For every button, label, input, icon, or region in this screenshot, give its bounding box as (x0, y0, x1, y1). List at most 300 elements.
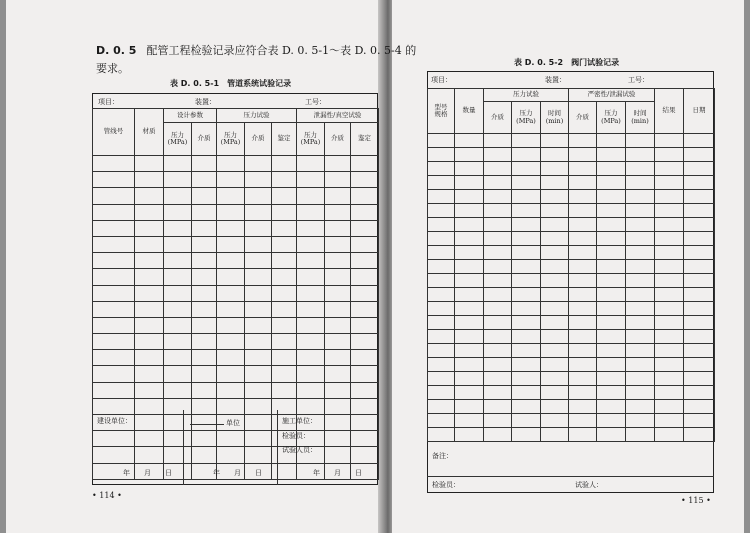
table-cell (297, 188, 325, 204)
table-cell (455, 316, 484, 330)
table-cell (455, 190, 484, 204)
table-cell (297, 350, 325, 366)
table-cell (135, 188, 164, 204)
table-cell (541, 386, 569, 400)
table-cell (192, 301, 217, 317)
clause-text: 配管工程检验记录应符合表 D. 0. 5-1～表 D. 0. 5-4 的 (146, 44, 417, 57)
table-row (428, 204, 715, 218)
table-cell (325, 301, 351, 317)
table-cell (135, 156, 164, 172)
table-cell (245, 204, 272, 220)
table2-job-label: 工号： (628, 76, 649, 84)
table-cell (428, 386, 455, 400)
table-cell (245, 188, 272, 204)
table1-inspector-label: 检验员： (282, 432, 310, 440)
table-row (93, 366, 379, 382)
table-cell (428, 400, 455, 414)
table-cell (217, 156, 245, 172)
table-row (93, 317, 379, 333)
table-cell (135, 382, 164, 398)
table-cell (164, 415, 192, 431)
table-cell (597, 148, 626, 162)
table-cell (272, 463, 297, 479)
table1-test-verify: 鉴定 (272, 123, 297, 156)
table-cell (351, 204, 379, 220)
table-cell (484, 400, 512, 414)
table-cell (135, 301, 164, 317)
table1-col-pipe: 管线号 (93, 109, 135, 156)
table-cell (541, 246, 569, 260)
table-cell (684, 260, 715, 274)
table-cell (351, 301, 379, 317)
table-cell (684, 190, 715, 204)
table-cell (655, 232, 684, 246)
table-row (93, 398, 379, 414)
table1-footer-divider-1 (183, 410, 184, 485)
table-cell (512, 386, 541, 400)
table-cell (626, 414, 655, 428)
table2-pressure-value: 压力 (MPa) (512, 102, 541, 134)
table-cell (484, 288, 512, 302)
table-cell (541, 134, 569, 148)
table-cell (597, 162, 626, 176)
table-cell (541, 162, 569, 176)
table-cell (684, 330, 715, 344)
table-cell (428, 134, 455, 148)
table-cell (512, 302, 541, 316)
table1-leak-pressure: 压力 (MPa) (297, 123, 325, 156)
clause-line-1 (96, 45, 416, 56)
table-cell (655, 260, 684, 274)
table-cell (655, 162, 684, 176)
table2-leak-pressure: 压力 (MPa) (597, 102, 626, 134)
table-cell (297, 382, 325, 398)
table-cell (512, 288, 541, 302)
table-cell (245, 398, 272, 414)
table-row (428, 400, 715, 414)
table-cell (297, 398, 325, 414)
table1-group-design: 设计参数 (164, 109, 217, 123)
table-cell (597, 218, 626, 232)
table-row (93, 431, 379, 447)
table-cell (597, 204, 626, 218)
table-cell (684, 414, 715, 428)
table-row (428, 162, 715, 176)
table-cell (164, 334, 192, 350)
table-cell (272, 366, 297, 382)
table-cell (655, 274, 684, 288)
table-cell (217, 253, 245, 269)
table2-grid (427, 88, 715, 442)
table-cell (217, 269, 245, 285)
table-cell (455, 414, 484, 428)
table-cell (484, 386, 512, 400)
table-cell (428, 190, 455, 204)
table-cell (626, 134, 655, 148)
table-cell (325, 350, 351, 366)
table-row (93, 253, 379, 269)
clause-line-2: 要求。 (96, 62, 129, 75)
table-cell (512, 344, 541, 358)
table-cell (428, 148, 455, 162)
table-cell (325, 220, 351, 236)
table1-builder-label: 建设单位： (97, 417, 132, 425)
table1-date-2: 年 月 日 (213, 469, 262, 477)
table-cell (93, 301, 135, 317)
table-cell (455, 288, 484, 302)
table-cell (325, 236, 351, 252)
table-cell (325, 285, 351, 301)
table-cell (626, 246, 655, 260)
table-cell (655, 288, 684, 302)
table-cell (541, 204, 569, 218)
table-cell (93, 253, 135, 269)
table-cell (93, 382, 135, 398)
table-cell (597, 302, 626, 316)
table-cell (455, 372, 484, 386)
table-cell (297, 236, 325, 252)
table-cell (569, 190, 597, 204)
page-number-right: • 115 • (681, 496, 711, 505)
table-cell (217, 204, 245, 220)
table-cell (135, 398, 164, 414)
table-cell (325, 317, 351, 333)
table-cell (597, 358, 626, 372)
table-cell (455, 148, 484, 162)
table-cell (684, 134, 715, 148)
table-cell (351, 172, 379, 188)
table-cell (93, 366, 135, 382)
table-cell (455, 232, 484, 246)
table-row (428, 288, 715, 302)
table-cell (655, 204, 684, 218)
table-cell (512, 176, 541, 190)
table-cell (428, 372, 455, 386)
table-cell (351, 398, 379, 414)
table-cell (192, 269, 217, 285)
table-cell (569, 372, 597, 386)
table-cell (325, 366, 351, 382)
table-cell (541, 372, 569, 386)
table-cell (93, 236, 135, 252)
table-cell (272, 398, 297, 414)
table-cell (428, 358, 455, 372)
table-cell (272, 204, 297, 220)
table-cell (93, 398, 135, 414)
table-cell (245, 382, 272, 398)
table-cell (626, 162, 655, 176)
table2-pressure-time: 时间 (min) (541, 102, 569, 134)
table-cell (512, 428, 541, 442)
table-cell (245, 172, 272, 188)
table-cell (597, 414, 626, 428)
table-cell (217, 172, 245, 188)
table-cell (245, 269, 272, 285)
table1-col-material: 材质 (135, 109, 164, 156)
table-cell (541, 316, 569, 330)
table-cell (569, 232, 597, 246)
table-cell (655, 330, 684, 344)
table-cell (135, 204, 164, 220)
table-cell (655, 344, 684, 358)
table-cell (351, 334, 379, 350)
table1-leak-medium: 介质 (325, 123, 351, 156)
table-cell (351, 285, 379, 301)
table-cell (217, 334, 245, 350)
table-cell (428, 162, 455, 176)
table-cell (135, 447, 164, 463)
table-cell (272, 382, 297, 398)
table-cell (655, 428, 684, 442)
table-cell (655, 134, 684, 148)
table-cell (455, 428, 484, 442)
table-row (428, 148, 715, 162)
table-cell (272, 253, 297, 269)
table-cell (192, 253, 217, 269)
table-cell (541, 330, 569, 344)
table-cell (272, 334, 297, 350)
table-cell (512, 134, 541, 148)
table-cell (569, 288, 597, 302)
table2-col-result: 结果 (655, 89, 684, 134)
table-cell (135, 415, 164, 431)
table-cell (684, 162, 715, 176)
table-cell (272, 285, 297, 301)
table-cell (245, 156, 272, 172)
table-cell (455, 400, 484, 414)
table-cell (93, 156, 135, 172)
table-cell (512, 190, 541, 204)
table2-pressure-medium: 介质 (484, 102, 512, 134)
table-cell (512, 358, 541, 372)
table-cell (217, 317, 245, 333)
table-row (428, 260, 715, 274)
table-cell (135, 269, 164, 285)
table-cell (626, 190, 655, 204)
table-cell (597, 232, 626, 246)
table-cell (93, 204, 135, 220)
table-row (428, 414, 715, 428)
table-cell (455, 302, 484, 316)
table-cell (684, 344, 715, 358)
table-cell (297, 366, 325, 382)
table-cell (428, 260, 455, 274)
table-cell (655, 414, 684, 428)
table2-group-pressure: 压力试验 (484, 89, 569, 102)
table-cell (455, 246, 484, 260)
table-cell (684, 372, 715, 386)
table-cell (192, 204, 217, 220)
table-row (428, 274, 715, 288)
table-cell (93, 334, 135, 350)
table-cell (164, 253, 192, 269)
table-cell (484, 274, 512, 288)
table-row (428, 176, 715, 190)
table-cell (569, 162, 597, 176)
table-cell (512, 400, 541, 414)
table-cell (325, 382, 351, 398)
table-cell (428, 330, 455, 344)
table-cell (428, 246, 455, 260)
table-cell (626, 148, 655, 162)
table-cell (455, 358, 484, 372)
table-cell (325, 204, 351, 220)
table-cell (428, 316, 455, 330)
table-cell (297, 156, 325, 172)
table-cell (597, 288, 626, 302)
table-cell (655, 190, 684, 204)
table-cell (569, 274, 597, 288)
table2-group-leak: 严密性/泄漏试验 (569, 89, 655, 102)
table-cell (569, 148, 597, 162)
table-cell (351, 350, 379, 366)
table-cell (455, 204, 484, 218)
table-cell (541, 414, 569, 428)
table-cell (626, 218, 655, 232)
table-cell (655, 148, 684, 162)
table-cell (217, 188, 245, 204)
table-cell (351, 415, 379, 431)
table-cell (93, 269, 135, 285)
table-cell (192, 366, 217, 382)
table-row (93, 350, 379, 366)
table-cell (569, 246, 597, 260)
table1-tester-label: 试验人员： (282, 446, 317, 454)
table1-unit-label: 装置： (195, 98, 216, 106)
table-cell (626, 428, 655, 442)
table-cell (93, 350, 135, 366)
clause-number: D. 0. 5 (96, 44, 137, 57)
table-cell (684, 288, 715, 302)
table-cell (297, 334, 325, 350)
table-cell (626, 176, 655, 190)
table-cell (455, 386, 484, 400)
table-cell (164, 188, 192, 204)
table-cell (93, 220, 135, 236)
table-cell (192, 172, 217, 188)
table-cell (569, 400, 597, 414)
table-cell (512, 232, 541, 246)
table1-project-label: 项目： (98, 98, 119, 106)
table-cell (135, 317, 164, 333)
table-cell (626, 204, 655, 218)
table-row (93, 156, 379, 172)
table-cell (541, 288, 569, 302)
table2-tester-label: 试验人： (575, 481, 603, 489)
table-cell (245, 220, 272, 236)
table-cell (164, 398, 192, 414)
table-cell (455, 176, 484, 190)
table-cell (351, 317, 379, 333)
table-row (428, 428, 715, 442)
table-cell (684, 400, 715, 414)
table-cell (164, 431, 192, 447)
table-row (93, 172, 379, 188)
table-cell (164, 350, 192, 366)
table-row (428, 246, 715, 260)
table-cell (597, 274, 626, 288)
table-cell (684, 204, 715, 218)
table2-title: 表 D. 0. 5-2 阀门试验记录 (514, 58, 620, 67)
table1-test-medium: 介质 (245, 123, 272, 156)
table-cell (192, 156, 217, 172)
table-cell (93, 447, 135, 463)
table-row (428, 344, 715, 358)
table-row (93, 236, 379, 252)
table-cell (655, 400, 684, 414)
table-cell (164, 382, 192, 398)
table1-test-pressure: 压力 (MPa) (217, 123, 245, 156)
table-cell (569, 260, 597, 274)
table-cell (192, 350, 217, 366)
table-cell (351, 188, 379, 204)
table2-col-date: 日期 (684, 89, 715, 134)
table-cell (297, 269, 325, 285)
table-cell (428, 204, 455, 218)
table-cell (217, 447, 245, 463)
table-cell (626, 344, 655, 358)
table-cell (297, 285, 325, 301)
table-cell (541, 176, 569, 190)
table-cell (626, 274, 655, 288)
table-cell (541, 344, 569, 358)
table-cell (455, 134, 484, 148)
table-cell (484, 134, 512, 148)
table-cell (428, 414, 455, 428)
table-row (428, 190, 715, 204)
table2-project-label: 项目： (431, 76, 452, 84)
table-cell (597, 260, 626, 274)
table-cell (325, 269, 351, 285)
table-row (428, 358, 715, 372)
table-row (93, 188, 379, 204)
table-cell (217, 236, 245, 252)
table-row (428, 316, 715, 330)
table1-job-label: 工号： (305, 98, 326, 106)
table-cell (245, 350, 272, 366)
table-cell (272, 220, 297, 236)
table-row (428, 302, 715, 316)
table-cell (484, 316, 512, 330)
table-cell (135, 236, 164, 252)
table-cell (164, 204, 192, 220)
table-cell (626, 372, 655, 386)
table-cell (428, 302, 455, 316)
table-cell (484, 414, 512, 428)
table-cell (325, 447, 351, 463)
table-cell (455, 274, 484, 288)
table-cell (512, 274, 541, 288)
table-cell (684, 232, 715, 246)
table-cell (512, 246, 541, 260)
table-cell (135, 334, 164, 350)
table-cell (655, 386, 684, 400)
table2-leak-medium: 介质 (569, 102, 597, 134)
table-cell (512, 316, 541, 330)
table-cell (325, 415, 351, 431)
table-cell (192, 285, 217, 301)
table-cell (245, 447, 272, 463)
table-cell (655, 176, 684, 190)
table-cell (541, 400, 569, 414)
table-cell (569, 358, 597, 372)
table-cell (541, 148, 569, 162)
table-cell (192, 236, 217, 252)
table-cell (484, 428, 512, 442)
table-cell (272, 269, 297, 285)
table-cell (484, 162, 512, 176)
table-cell (569, 176, 597, 190)
